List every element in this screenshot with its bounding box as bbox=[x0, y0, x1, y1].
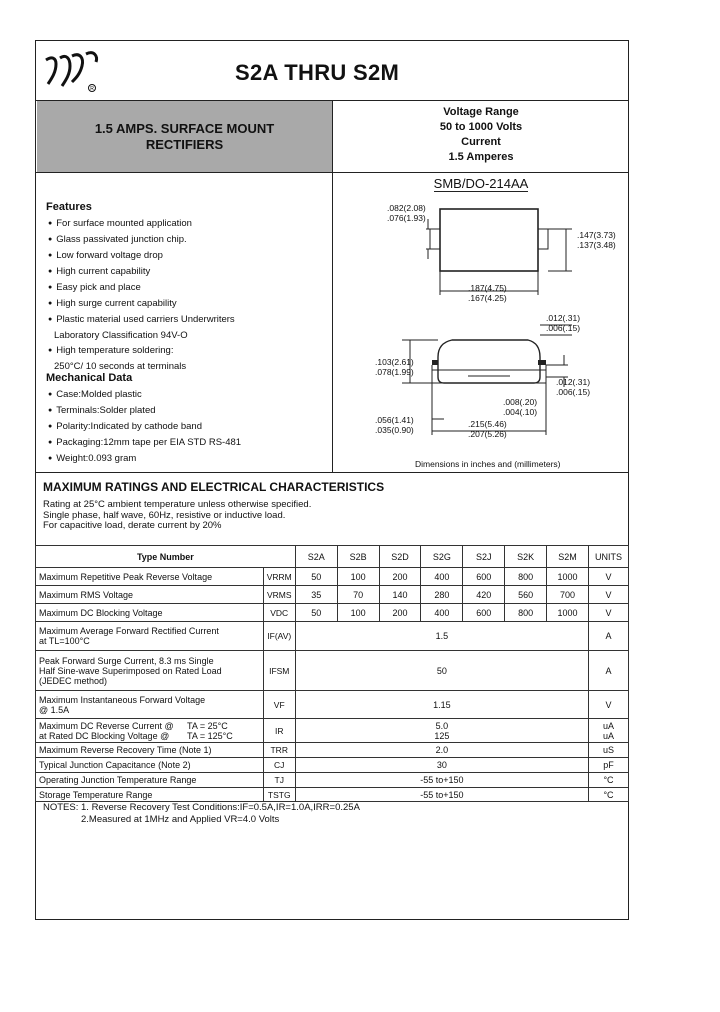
condition-line: For capacitive load, derate current by 20% bbox=[43, 520, 222, 531]
dimension-value: .147(3.73) bbox=[577, 230, 616, 240]
condition-line: Rating at 25°C ambient temperature unless otherwise specified. bbox=[43, 499, 312, 510]
parameter-cell: Maximum DC Blocking Voltage bbox=[36, 604, 264, 622]
dimension-label bbox=[468, 283, 507, 303]
list-item: ● High current capability bbox=[48, 264, 235, 280]
parameter-cell bbox=[36, 622, 264, 651]
dimension-label bbox=[556, 377, 590, 397]
symbol-cell: IFSM bbox=[263, 651, 295, 691]
dimension-value: .006(.15) bbox=[556, 387, 591, 397]
value-cell: 1.15 bbox=[295, 691, 588, 719]
symbol-cell: CJ bbox=[263, 758, 295, 773]
condition-text: TA = 25°C bbox=[187, 720, 228, 731]
unit-cell: °C bbox=[588, 773, 628, 788]
dimension-value: .207(5.26) bbox=[468, 429, 507, 439]
parameter-cell bbox=[36, 691, 264, 719]
mechanical-list bbox=[48, 387, 241, 467]
list-item: 250°C/ 10 seconds at terminals bbox=[54, 361, 187, 372]
value-cell bbox=[295, 719, 588, 743]
list-item: ● Weight:0.093 gram bbox=[48, 451, 241, 467]
table-row bbox=[36, 604, 629, 622]
dimension-value: .187(4.75) bbox=[468, 283, 507, 293]
dimension-value: .004(.10) bbox=[503, 407, 538, 417]
value-line: 125 bbox=[434, 730, 450, 741]
list-item: ● For surface mounted application bbox=[48, 216, 235, 232]
condition-line: Single phase, half wave, 60Hz, resistive or inductive load. bbox=[43, 509, 286, 521]
page-title: S2A THRU S2M bbox=[235, 60, 400, 85]
mechanical-heading: Mechanical Data bbox=[46, 372, 133, 384]
value-cell: 50 bbox=[295, 651, 588, 691]
ratings-conditions bbox=[43, 500, 311, 532]
parameter-cell: Operating Junction Temperature Range bbox=[36, 773, 264, 788]
parameter-cell bbox=[36, 719, 264, 743]
dimension-value: .078(1.99) bbox=[375, 367, 414, 377]
dimension-value: .137(3.48) bbox=[577, 240, 616, 250]
unit-line: uA bbox=[602, 730, 614, 741]
unit-cell: A bbox=[588, 651, 628, 691]
dimension-value: .008(.20) bbox=[503, 397, 538, 407]
list-item: ● Plastic material used carriers Underwriters bbox=[48, 312, 235, 328]
list-item: ● High surge current capability bbox=[48, 296, 235, 312]
product-description bbox=[37, 121, 332, 153]
parameter-line: Half Sine-wave Superimposed on Rated Load bbox=[39, 665, 222, 676]
value-cell: -55 to+150 bbox=[295, 773, 588, 788]
dimensions-caption: Dimensions in inches and (millimeters) bbox=[415, 459, 561, 469]
spec-line: Voltage Range bbox=[443, 106, 519, 118]
value-cell: 280 bbox=[421, 586, 463, 604]
package-name bbox=[333, 176, 629, 191]
value-cell: 100 bbox=[337, 604, 379, 622]
value-cell: 1.5 bbox=[295, 622, 588, 651]
symbol-cell: TRR bbox=[263, 743, 295, 758]
spec-line: Current bbox=[461, 136, 501, 148]
value-cell: 800 bbox=[505, 568, 547, 586]
list-item: ● Packaging:12mm tape per EIA STD RS-481 bbox=[48, 435, 241, 451]
spec-line: 50 to 1000 Volts bbox=[439, 121, 523, 133]
dimension-label bbox=[375, 415, 414, 435]
value-cell: 600 bbox=[463, 568, 505, 586]
dimension-value: .103(2.61) bbox=[375, 357, 414, 367]
symbol-cell: TSTG bbox=[263, 788, 295, 802]
value-cell: 700 bbox=[547, 586, 589, 604]
parameter-line: at TL=100°C bbox=[39, 636, 90, 646]
table-row bbox=[36, 568, 629, 586]
symbol-cell: VF bbox=[263, 691, 295, 719]
unit-cell: V bbox=[588, 568, 628, 586]
footnotes bbox=[43, 802, 360, 826]
value-cell: 50 bbox=[295, 604, 337, 622]
parameter-text: Maximum DC Reverse Current @ bbox=[39, 720, 174, 731]
symbol-cell: IF(AV) bbox=[263, 622, 295, 651]
unit-line: uA bbox=[602, 720, 614, 731]
part-header: S2J bbox=[463, 546, 505, 568]
unit-cell: V bbox=[588, 586, 628, 604]
parameter-cell: Storage Temperature Range bbox=[36, 788, 264, 802]
parameter-cell: Maximum Repetitive Peak Reverse Voltage bbox=[36, 568, 264, 586]
unit-cell bbox=[588, 719, 628, 743]
table-row bbox=[36, 788, 629, 802]
product-description-line: 1.5 AMPS. SURFACE MOUNT bbox=[94, 121, 275, 136]
part-header: S2K bbox=[505, 546, 547, 568]
value-cell: 200 bbox=[379, 568, 421, 586]
parameter-line: Maximum Instantaneous Forward Voltage bbox=[39, 694, 206, 705]
parameter-text: at Rated DC Blocking Voltage @ bbox=[39, 730, 170, 741]
parameter-line: Maximum Average Forward Rectified Current bbox=[39, 626, 219, 636]
dimension-label bbox=[468, 419, 507, 439]
value-cell: 200 bbox=[379, 604, 421, 622]
footnote: NOTES: 1. Reverse Recovery Test Conditions:IF=0.5A,IR=1.0A,IRR=0.25A bbox=[43, 802, 360, 813]
features-heading: Features bbox=[46, 201, 92, 213]
list-item: ● Polarity:Indicated by cathode band bbox=[48, 419, 241, 435]
parameter-cell: Maximum Reverse Recovery Time (Note 1) bbox=[36, 743, 264, 758]
ratings-table bbox=[35, 545, 629, 802]
part-header: S2M bbox=[547, 546, 589, 568]
features-list bbox=[48, 216, 235, 374]
symbol-cell: VRRM bbox=[263, 568, 295, 586]
value-cell: 1000 bbox=[547, 604, 589, 622]
spec-line: 1.5 Amperes bbox=[448, 151, 514, 163]
value-cell: 560 bbox=[505, 586, 547, 604]
dimension-value: .012(.31) bbox=[556, 377, 591, 387]
value-cell: 400 bbox=[421, 604, 463, 622]
value-cell: 140 bbox=[379, 586, 421, 604]
list-item: ● Case:Molded plastic bbox=[48, 387, 241, 403]
list-item: ● High temperature soldering: bbox=[48, 343, 235, 359]
value-cell: -55 to+150 bbox=[295, 788, 588, 802]
dimension-value: .056(1.41) bbox=[375, 415, 414, 425]
value-cell: 70 bbox=[337, 586, 379, 604]
value-cell: 2.0 bbox=[295, 743, 588, 758]
unit-cell: uS bbox=[588, 743, 628, 758]
unit-cell: A bbox=[588, 622, 628, 651]
value-cell: 30 bbox=[295, 758, 588, 773]
table-row bbox=[36, 586, 629, 604]
dimension-value: .006(.15) bbox=[546, 323, 581, 333]
unit-cell: V bbox=[588, 691, 628, 719]
table-row bbox=[36, 743, 629, 758]
parameter-cell bbox=[36, 651, 264, 691]
company-logo bbox=[42, 48, 102, 94]
table-row bbox=[36, 758, 629, 773]
list-item: ● Low forward voltage drop bbox=[48, 248, 235, 264]
condition-text: TA = 125°C bbox=[187, 730, 233, 741]
dimension-value: .167(4.25) bbox=[468, 293, 507, 303]
part-header: S2G bbox=[421, 546, 463, 568]
ratings-heading: MAXIMUM RATINGS AND ELECTRICAL CHARACTERISTICS bbox=[43, 480, 385, 494]
unit-cell: °C bbox=[588, 788, 628, 802]
value-cell: 100 bbox=[337, 568, 379, 586]
spec-summary bbox=[333, 105, 629, 165]
part-header: S2A bbox=[295, 546, 337, 568]
table-row bbox=[36, 773, 629, 788]
dimension-label bbox=[577, 230, 616, 250]
footnote: 2.Measured at 1MHz and Applied VR=4.0 Volts bbox=[81, 814, 280, 825]
symbol-cell: VDC bbox=[263, 604, 295, 622]
part-header: S2D bbox=[379, 546, 421, 568]
part-header: S2B bbox=[337, 546, 379, 568]
dimension-value: .215(5.46) bbox=[468, 419, 507, 429]
parameter-line bbox=[39, 721, 260, 731]
parameter-line: (JEDEC method) bbox=[39, 675, 108, 686]
type-number-header: Type Number bbox=[36, 546, 296, 568]
symbol-cell: VRMS bbox=[263, 586, 295, 604]
value-cell: 420 bbox=[463, 586, 505, 604]
table-row bbox=[36, 622, 629, 651]
table-row bbox=[36, 719, 629, 743]
value-cell: 50 bbox=[295, 568, 337, 586]
table-header bbox=[36, 546, 629, 568]
unit-cell: pF bbox=[588, 758, 628, 773]
parameter-cell: Typical Junction Capacitance (Note 2) bbox=[36, 758, 264, 773]
dimension-label bbox=[387, 203, 426, 223]
symbol-cell: TJ bbox=[263, 773, 295, 788]
dimension-label bbox=[375, 357, 414, 377]
unit-cell: V bbox=[588, 604, 628, 622]
list-item: ● Terminals:Solder plated bbox=[48, 403, 241, 419]
list-item: Laboratory Classification 94V-O bbox=[54, 330, 188, 341]
product-description-line: RECTIFIERS bbox=[145, 137, 224, 152]
dimension-value: .076(1.93) bbox=[387, 213, 426, 223]
value-cell: 1000 bbox=[547, 568, 589, 586]
parameter-line: Peak Forward Surge Current, 8.3 ms Single bbox=[39, 655, 214, 666]
table-row bbox=[36, 691, 629, 719]
list-item: ● Glass passivated junction chip. bbox=[48, 232, 235, 248]
list-item: ● Easy pick and place bbox=[48, 280, 235, 296]
svg-text:R: R bbox=[90, 86, 94, 92]
value-cell: 400 bbox=[421, 568, 463, 586]
parameter-line bbox=[39, 731, 260, 741]
dimension-label bbox=[546, 313, 580, 333]
parameter-cell: Maximum RMS Voltage bbox=[36, 586, 264, 604]
dimension-value: .012(.31) bbox=[546, 313, 581, 323]
parameter-line: @ 1.5A bbox=[39, 704, 70, 715]
dimension-label bbox=[503, 397, 537, 417]
value-cell: 800 bbox=[505, 604, 547, 622]
dimension-value: .082(2.08) bbox=[387, 203, 426, 213]
value-cell: 600 bbox=[463, 604, 505, 622]
symbol-cell: IR bbox=[263, 719, 295, 743]
table-row bbox=[36, 651, 629, 691]
value-line: 5.0 bbox=[435, 720, 449, 731]
divider bbox=[35, 472, 629, 473]
dimension-value: .035(0.90) bbox=[375, 425, 414, 435]
units-header: UNITS bbox=[588, 546, 628, 568]
value-cell: 35 bbox=[295, 586, 337, 604]
package-label: SMB/DO-214AA bbox=[433, 176, 529, 191]
